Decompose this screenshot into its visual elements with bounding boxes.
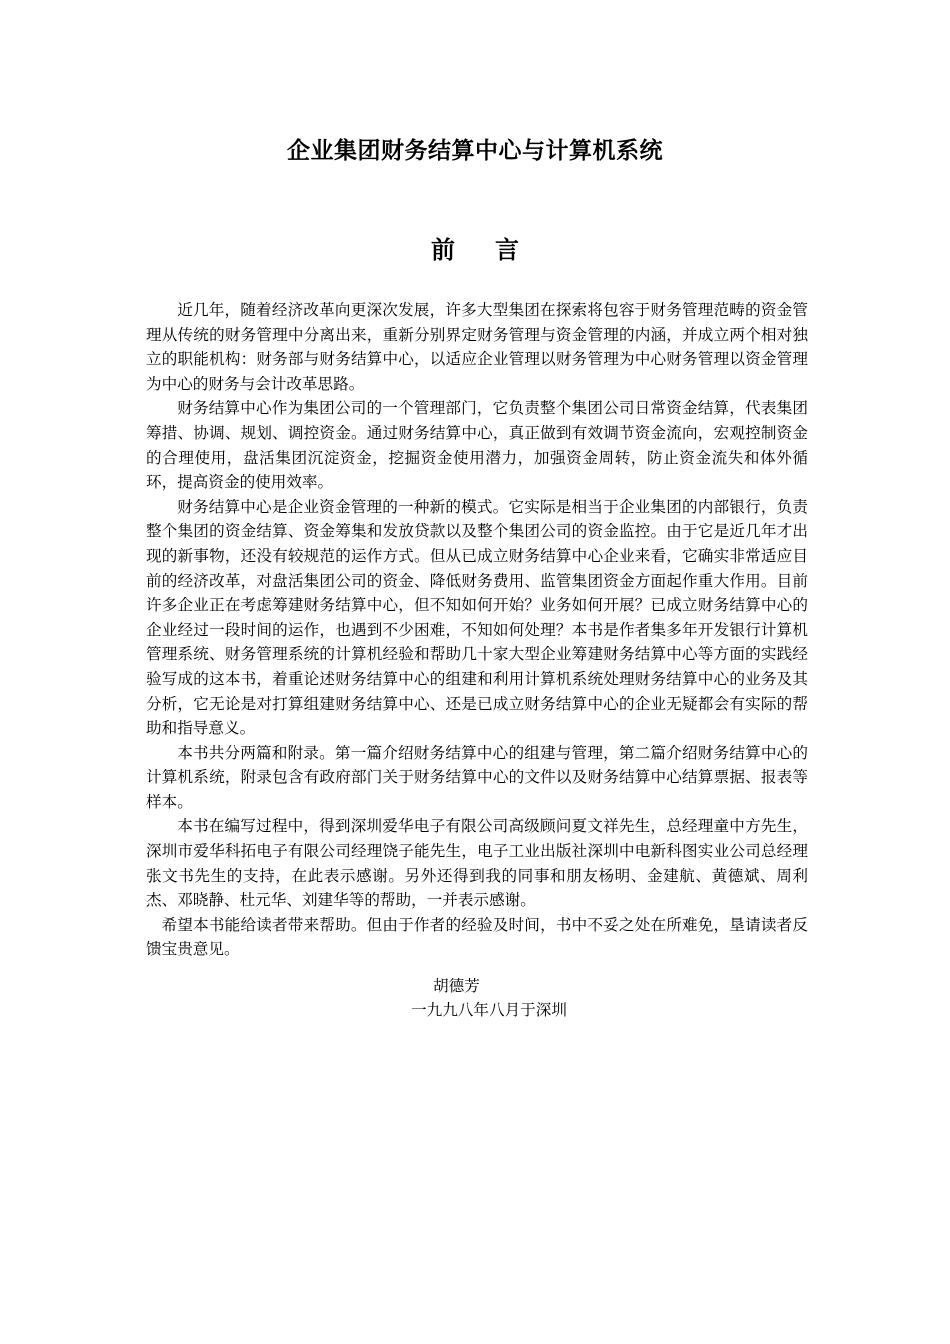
paragraph: 财务结算中心作为集团公司的一个管理部门，它负责整个集团公司日常资金结算，代表集团筹措、协调、规划、调控资金。通过财务结算中心，真正做到有效调节资金流向，宏观控制资金的合理使用，盘活集团沉淀资金，挖掘资金使用潜力，加强资金周转，防止资金流失和体外循环，提高资金的使用效率。 — [146, 399, 808, 492]
book-title: 企业集团财务结算中心与计算机系统 — [287, 138, 663, 164]
preface-heading-char-2: 言 — [495, 236, 519, 264]
date-place-line: 一九九八年八月于深圳 — [411, 1001, 567, 1019]
preface-heading — [0, 232, 950, 268]
paragraph: 近几年，随着经济改革向更深次发展，许多大型集团在探索将包容于财务管理范畴的资金管理从传统的财务管理中分离出来，重新分别界定财务管理与资金管理的内涵，并成立两个相对独立的职能机构：财务部与财务结算中心，以适应企业管理以财务管理为中心财务管理以资金管理为中心的财务与会计改革思路。 — [146, 301, 808, 393]
preface-heading-char-1: 前 — [431, 236, 455, 264]
preface-body — [146, 298, 808, 962]
paragraph: 希望本书能给读者带来帮助。但由于作者的经验及时间，书中不妥之处在所难免，垦请读者反馈宝贵意见。 — [146, 915, 808, 959]
paragraph: 财务结算中心是企业资金管理的一种新的模式。它实际是相当于企业集团的内部银行，负责整个集团的资金结算、资金筹集和发放贷款以及整个集团公司的资金监控。由于它是近几年才出现的新事物，还没有较规范的运作方式。但从已成立财务结算中心企业来看，它确实非常适应目前的经济改革，对盘活集团公司的资金、降低财务费用、监管集团资金方面起作重大作用。目前许多企业正在考虑筹建财务结算中心，但不知如何开始？业务如何开展？已成立财务结算中心的企业经过一段时间的运作，也遇到不少困难，不知如何处理？本书是作者集多年开发银行计算机管理系统、财务管理系统的计算机经验和帮助几十家大型企业筹建财务结算中心等方面的实践经验写成的这本书，着重论述财务结算中心的组建和利用计算机系统处理财务结算中心的业务及其分析，它无论是对打算组建财务结算中心、还是已成立财务结算中心的企业无疑都会有实际的帮助和指导意义。 — [146, 497, 808, 738]
paragraph: 本书在编写过程中，得到深圳爱华电子有限公司高级顾问夏文祥先生，总经理童中方先生，深圳市爱华科拓电子有限公司经理饶子能先生，电子工业出版社深圳中电新科图实业公司总经理张文书先生的支持，在此表示感谢。另外还得到我的同事和朋友杨明、金建航、黄德斌、周利杰、邓晓静、杜元华、刘建华等的帮助，一并表示感谢。 — [146, 817, 808, 910]
paragraph: 本书共分两篇和附录。第一篇介绍财务结算中心的组建与管理，第二篇介绍财务结算中心的计算机系统，附录包含有政府部门关于财务结算中心的文件以及财务结算中心结算票据、报表等样本。 — [146, 743, 808, 811]
author-signature: 胡德芳 — [433, 977, 480, 995]
